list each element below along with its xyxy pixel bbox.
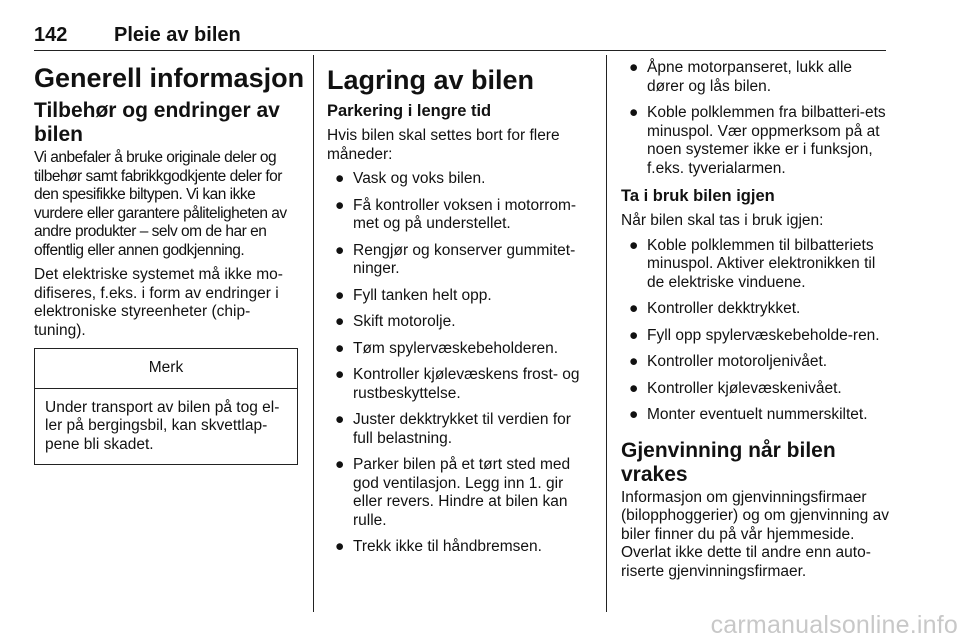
column-divider [313, 55, 314, 612]
column-divider [606, 55, 607, 612]
subsection-heading: Parkering i lengre tid [327, 102, 492, 120]
bullet-icon: ● [629, 326, 639, 344]
list-item: ● Skift motorolje. [335, 313, 456, 330]
note-body: Under transport av bilen på tog el-ler på bergingsbil, kan skvettlap-pene bli skadet. [45, 398, 280, 453]
bullet-icon: ● [335, 241, 345, 259]
paragraph: Når bilen skal tas i bruk igjen: [621, 212, 824, 229]
list-item: ● Parker bilen på et tørt sted med god ventilasjon. Legg inn 1. gir eller revers. Hindre at bilen kan rulle. [335, 456, 571, 529]
subsection-heading: Ta i bruk bilen igjen [621, 187, 775, 205]
section-heading: Lagring av bilen [327, 65, 535, 95]
list-item: ● Tøm spylervæskebeholderen. [335, 339, 559, 357]
list-item: ● Kontroller kjølevæskens frost- og rustbeskyttelse. [335, 366, 580, 402]
page-header [34, 22, 886, 51]
bullet-icon: ● [629, 353, 639, 370]
list-item: ● Kontroller dekktrykket. [629, 300, 801, 317]
list-item: ● Trekk ikke til håndbremsen. [335, 538, 542, 555]
list-item: ● Få kontroller voksen i motorrom-met og på understellet. [335, 196, 577, 232]
bullet-icon: ● [335, 538, 345, 555]
column-left [34, 55, 305, 465]
list-item: ● Vask og voks bilen. [335, 170, 486, 187]
bullet-icon: ● [629, 236, 639, 254]
list-item: ● Monter eventuelt nummerskiltet. [629, 406, 868, 423]
list-item: ● Rengjør og konserver gummitet-ninger. [335, 241, 576, 277]
bullet-icon: ● [335, 313, 345, 330]
bullet-icon: ● [335, 456, 345, 473]
bullet-icon: ● [335, 170, 345, 187]
bullet-icon: ● [335, 366, 345, 383]
list-item: ● Fyll opp spylervæskebeholde-ren. [629, 326, 880, 344]
watermark: carmanualsonline.info [710, 611, 958, 639]
note-title: Merk [35, 349, 297, 389]
list-item: ● Åpne motorpanseret, lukk alle dører og lås bilen. [629, 59, 853, 95]
bullet-icon: ● [335, 339, 345, 357]
note-box [34, 348, 298, 465]
paragraph: Hvis bilen skal settes bort for flere måneder: [327, 127, 560, 163]
paragraph: Informasjon om gjenvinningsfirmaer (bilopphoggerier) og om gjenvinning av biler finner du på vår hjemmeside. Overlat ikke dette til andre enn auto-riserte gjenvinningsfirmaer. [621, 488, 889, 580]
page-number: 142 [34, 24, 68, 46]
bullet-icon: ● [629, 300, 639, 317]
bullet-icon: ● [629, 104, 639, 121]
bullet-list [621, 59, 891, 178]
list-item: ● Kontroller kjølevæskenivået. [629, 379, 842, 397]
list-item: ● Juster dekktrykket til verdien for full belastning. [335, 411, 571, 447]
bullet-list [327, 170, 591, 557]
bullet-icon: ● [335, 411, 345, 428]
bullet-icon: ● [335, 196, 345, 214]
list-item: ● Kontroller motoroljenivået. [629, 353, 828, 370]
bullet-icon: ● [629, 406, 639, 423]
bullet-icon: ● [629, 379, 639, 397]
paragraph: Det elektriske systemet må ikke mo-difiseres, f.eks. i form av endringer i elektroniske styreenheter (chip-tuning). [34, 266, 283, 339]
list-item: ● Koble polklemmen fra bilbatteri-ets minuspol. Vær oppmerksom på at noen systemer ikke er i funksjon, f.eks. tyverialarmen. [629, 104, 886, 177]
bullet-icon: ● [629, 59, 639, 76]
paragraph: Vi anbefaler å bruke originale deler og tilbehør samt fabrikkgodkjente deler for den spesifikke biltypen. Vi kan ikke vurdere eller garantere påliteligheten av andre produkter – selv om de har en offentlig eller annen godkjenning. [34, 149, 287, 259]
chapter-title: Pleie av bilen [114, 24, 241, 46]
column-middle [327, 55, 591, 565]
subsection-heading: Tilbehør og endringer av bilen [34, 99, 280, 146]
section-heading: Generell informasjon [34, 63, 305, 93]
bullet-list [621, 237, 891, 425]
column-right [621, 55, 891, 587]
list-item: ● Fyll tanken helt opp. [335, 286, 492, 304]
section-heading: Gjenvinning når bilen vrakes [621, 438, 836, 486]
list-item: ● Koble polklemmen til bilbatteriets minuspol. Aktiver elektronikken til de elektriske vinduene. [629, 236, 876, 291]
bullet-icon: ● [335, 286, 345, 304]
